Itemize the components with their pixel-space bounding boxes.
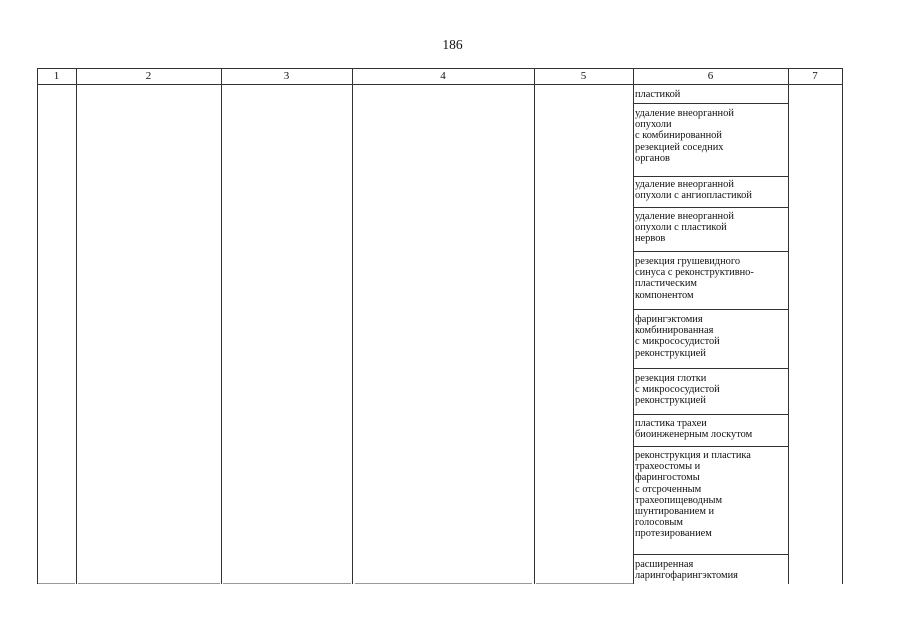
table-cell: расширенная ларингофарингэктомия (635, 559, 738, 582)
header-col-7: 7 (812, 70, 818, 82)
header-col-6: 6 (707, 70, 714, 82)
table-cell: удаление внеорганной опухоли с ангиопластикой (635, 179, 752, 202)
table-cell: удаление внеорганной опухоли с пластикой нервов (635, 211, 734, 245)
header-col-2: 2 (145, 70, 152, 82)
header-col-1: 1 (53, 70, 60, 82)
table-cell: реконструкция и пластика трахеостомы и фарингостомы с отсроченным трахеопищеводным шунтированием и голосовым протезированием (635, 450, 751, 540)
table-cell: удаление внеорганной опухоли с комбинированной резекцией соседних органов (635, 108, 734, 164)
header-col-5: 5 (580, 70, 587, 82)
header-col-3: 3 (283, 70, 290, 82)
table-cell: пластика трахеи биоинженерным лоскутом (635, 418, 753, 441)
header-col-4: 4 (440, 70, 446, 82)
page-number: 186 (442, 37, 463, 52)
table-cell: резекция глотки с микрососудистой реконструкцией (635, 373, 720, 407)
table-cell: фарингэктомия комбинированная с микрососудистой реконструкцией (635, 314, 720, 359)
table-cell: резекция грушевидного синуса с реконструктивно- пластическим компонентом (635, 256, 754, 301)
table-cell: пластикой (635, 89, 681, 100)
